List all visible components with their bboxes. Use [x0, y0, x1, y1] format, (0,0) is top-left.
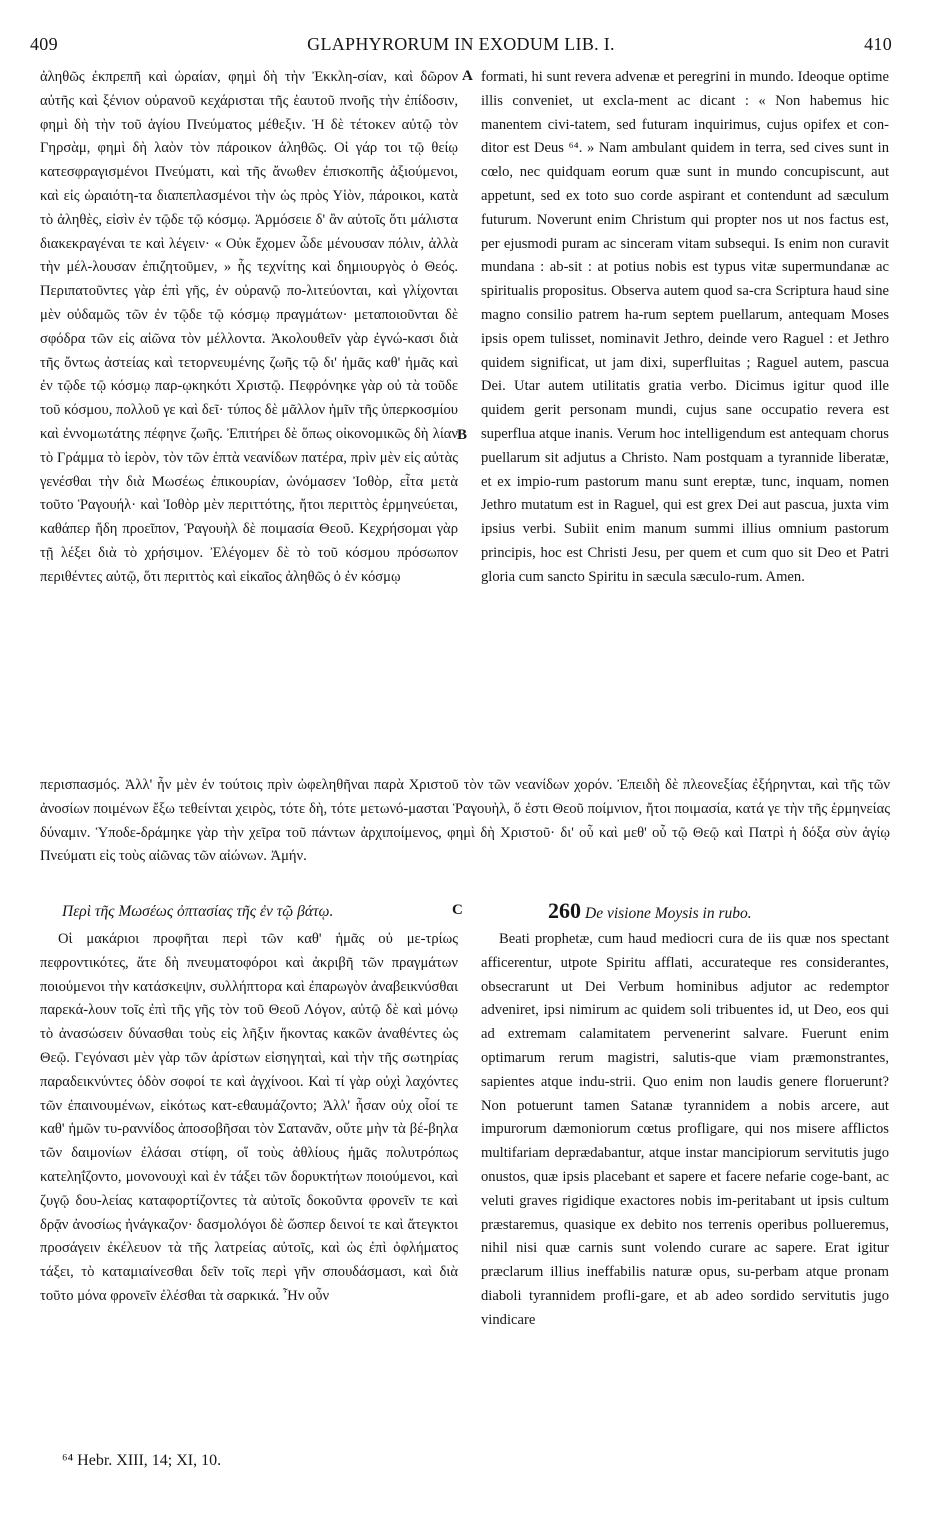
greek-text-bottom: Οἱ μακάριοι προφῆται περὶ τῶν καθ' ἡμᾶς οὐ με-τρίως πεφροντικότες, ἅτε δὴ πνευματοφόροι καὶ ἀκριβῆ τῶν πραγμάτων ποιούμενοι τὴν κατάσκεψιν, συλλήπτορα καὶ ἐπαρωγὸν ἀναβεικνύσθαι παρεκά-λουν τοῖς ἐπὶ τῆς γῆς τὸν τοῦ Θεοῦ Λόγον, αὐτῷ δὲ καὶ μόνῳ τὸ ἀνασώσειν δύνασθαι τοὺς εἰς λῆξιν ἥκοντας κακῶν ἀναθέντες ὡς Θεῷ. Γεγόνασι μὲν γὰρ τῶν ἀρίστων εἰσηγηταὶ, καὶ τὴν τῆς σωτηρίας παραδεικνύντες ὁδὸν σοφοί τε καὶ ἀγχίνοοι. Καὶ τί γὰρ οὐχὶ λαχόντες τῶν ἐπαινουμένων, εἰκότως κατ-εθαυμάζοντο; Ἀλλ' ἦσαν οὐχ οἷοί τε καθ' ἡμῶν τυ-ραννίδος ἀποσοβῆσαι τὸν Σατανᾶν, οὔτε μὴν τὰ βέ-βηλα τῶν δαιμονίων ἐλάσαι στίφη, οἵ τοὺς ἀθλίους ἡμᾶς πολυτρόπως κατεληΐζοντο, μονονουχὶ καὶ ἐν τάξει τῶν δορυκτήτων ποιούμενοι, καὶ ζυγῷ δου-λείας καταφορτίζοντες τὰ αὐτοῖς δοκοῦντα φρονεῖν τε καὶ δρᾷν ἀνοσίως ἠνάγκαζον· δασμολόγοι δὲ ὥσπερ δεινοί τε καὶ ἄτεγκτοι προσάγειν ἐκέλευον τὰ τῆς λατρείας αὐτοῖς, καὶ ὡς ἐπὶ ὀφλήματος τάξει, τὸ καταμιαίνεσθαι δεῖν τοῖς περὶ γῆν σπουδάσμασι, καὶ διὰ τοῦτο μόνα φρονεῖν ἐλέσθαι τὰ σαρκικά. Ἦν οὖν [40, 931, 458, 1304]
latin-column-bottom [481, 928, 889, 1436]
greek-column-bottom [40, 928, 458, 1436]
page-number-left: 409 [30, 34, 58, 54]
greek-full-width-text [40, 774, 890, 896]
greek-full-text: περισπασμός. Ἀλλ' ἦν μὲν ἐν τούτοις πρὶν ὠφεληθῆναι παρὰ Χριστοῦ τὸν τῶν νεανίδων χορόν. Ἐπειδὴ δὲ πλεονεξίας ἐξήρηνται, καὶ τῆς τῶν ἀνοσίων ποιμένων ἔξω τεθείνται χειρὸς, τότε δὴ, τότε μετωνό-μασται Ῥαγουὴλ, ὅ ἐστι Θεοῦ ποίμνιον, ἤτοι ποιμασία, κατά γε τὴν τῆς ἑρμηνείας δύναμιν. Ὑποδε-δράμηκε γὰρ τὴν χεῖρα τοῦ πάντων ἀρχιποίμενος, φημὶ δὴ Χριστοῦ· δι' οὗ καὶ μεθ' οὗ τῷ Θεῷ καὶ Πατρὶ ἡ δόξα σὺν ἁγίῳ Πνεύματι εἰς τοὺς αἰῶνας τῶν αἰώνων. Ἀμήν. [40, 777, 890, 865]
running-title: GLAPHYRORUM IN EXODUM LIB. I. [307, 34, 615, 54]
greek-section-title: Περὶ τῆς Μωσέως ὀπτασίας τῆς ἐν τῷ βάτῳ. [62, 903, 334, 920]
latin-column-top [481, 66, 889, 778]
latin-text-bottom: Beati prophetæ, cum haud mediocri cura de iis quæ nos spectant afficerentur, utpote Spiritu afflati, accurateque res considerantes, obsecrarunt ut Dei Verbum hominibus adjutor ac redemptor adveniret, ipsi nimirum ac quidem soli tribuentes id, ut Deo, eos qui ad extremam calamitatem pervenerint salvare. Fuerunt enim optimarum rerum magistri, salutis-que viam præmonstrantes, sapientes atque indu-strii. Quo enim non laudis genere floruerunt? Non potuerunt tamen Satanæ tyrannidem a nobis arcere, aut impurorum dæmoniorum cœtus profligare, qui nos misere afflictos multifariam deprædabantur, atque instar mancipiorum servitutis jugo onustos, quæ ipsis placebant et sapere et facere nefarie coge-bant, ac veluti graves rigidique exactores nobis im-peritabant ut ipsis cultum præstaremus, quasique ex debito nos terrenis operibus pollueremus, nihil nisi quæ carnis sunt volendo curare ac sapere. Erat igitur præclarum illius ineffabilis naturæ opus, su-perbam atque pronam diaboli tyrannidem profli-gare, et ab adeo sordido servitutis jugo vindicare [481, 931, 889, 1328]
page-number-right: 410 [864, 34, 892, 54]
greek-text-top: ἀληθῶς ἐκπρεπῆ καὶ ὡραίαν, φημὶ δὴ τὴν Ἐκκλη-σίαν, καὶ δῶρον αὐτῆς καὶ ξένιον οὐρανοῦ κεχάρισται τῆς ἑαυτοῦ πνοῆς τὴν ἐπίδοσιν, φημὶ δὴ τὴν τοῦ ἁγίου Πνεύματος μέθεξιν. Ἡ δὲ τέτοκεν αὐτῷ τὸν Γηρσὰμ, φημὶ δὴ λαὸν τὸν πάροικον ἀληθῶς. Οἱ γάρ τοι τῷ θείῳ κατεσφραγισμένοι Πνεύματι, καὶ τῆς ἄνωθεν ἐπισκοπῆς ἀξιούμενοι, καὶ εἰς ὡραιότη-τα διαπεπλασμένοι τὴν ὡς πρὸς Υἱὸν, πάροικοι, κατὰ τὸ ἀληθὲς, εἰσὶν ἐν τῷδε τῷ κόσμῳ. Ἁρμόσειε δ' ἂν αὐτοῖς ὅτι μάλιστα διακεκραγέναι τε καὶ λέγειν· « Οὐκ ἔχομεν ὧδε μένουσαν πόλιν, ἀλλὰ τὴν μέλ-λουσαν ἐπιζητοῦμεν, » ἧς τεχνίτης καὶ δημιουργὸς ὁ Θεός. Περιπατοῦντες γὰρ ἐπὶ γῆς, ἐν οὐρανῷ πο-λιτεύονται, καὶ γλίχονται μὲν οὐδαμῶς τῶν ἐν τῷδε τῷ κόσμῳ πραγμάτων· μεταποιοῦνται δὲ σφόδρα τῶν εἰς αἰῶνα τὸν μέλλοντα. Ἀκολουθεῖν γὰρ ἐγνώ-κασι διὰ τῆς ὄντως ἀστείας καὶ τετορνευμένης ζωῆς τῷ δι' ἡμᾶς καθ' ἡμᾶς καὶ ἐν τῷδε τῷ κόσμῳ παρ-ῳκηκότι Χριστῷ. Πεφρόνηκε γὰρ οὐ τὰ τοῦδε τοῦ κόσμου, πολλοῦ γε καὶ δεῖ· τύπος δὲ μᾶλλον ἡμῖν τῆς ὑπερκοσμίου καὶ ἐννομωτάτης πέφηνε ζωῆς. Ἐπιτήρει δὲ ὅπως οἰκονομικῶς δὴ λίαν τὸ Γράμμα τὸ ἱερὸν, τὸν τῶν ἑπτὰ νεανίδων πατέρα, πρὶν μὲν εἰς αὐτὰς γενέσθαι τὴν διὰ Μωσέως ἐπικουρίαν, ὠνόμασεν Ἰοθὸρ, εἶτα μετὰ τοῦτο Ῥαγουήλ· καὶ Ἰοθὸρ μὲν περιττότης, ἤτοι περιττὸς ἑρμηνεύεται, καθάπερ ἤδη προεῖπον, Ῥαγουὴλ δὲ ποιμασία Θεοῦ. Κεχρήσομαι γὰρ τῇ λέξει διὰ τὸ χρήσιμον. Ἐλέγομεν δὲ τὸ τοῦ κόσμου πρόσωπον περιθέντες αὐτῷ, ὅτι περιττὸς καὶ εἰκαῖος ἀληθῶς ὁ ἐν κόσμῳ [40, 69, 458, 585]
margin-letter-c: C [452, 902, 463, 918]
latin-text-top: formati, hi sunt revera advenæ et peregrini in mundo. Ideoque optime illis conveniet, ut excla-ment ac dicant : « Non habemus hic manentem civi-tatem, sed futuram inquirimus, cujus opifex et con-ditor est Deus ⁶⁴. » Nam ambulant quidem in terra, sed cives sunt in cœlo, nec quidquam eorum quæ sunt in mundo concupiscunt, aut appetunt, sed ex toto suo corde aspirant et contendunt ad sæculum futurum. Noverunt enim Christum qui propter nos ut nos factus est, per ejusmodi puram ac sinceram vitam subsequi. Is enim non curavit mundana : ab-sit : at potius nobis est typus vitæ supermundanæ ac spiritualis propositus. Observa autem quod sa-cra Scriptura haud sine magno consilio patrem ha-rum septem puellarum, antequam Moses ipsis opem tulisset, nominavit Jethro, deinde vero Raguel : et Jethro quidem significat, ut jam dixi, superfluitas ; Raguel autem, pascua Dei. Utar autem utilitatis gratia verbo. Dicimus igitur quod ille quidem gerit personam mundi, cujus sane occupatio revera est superflua atque inanis. Verum hoc intelligendum est antequam chorus puellarum sit adjutus a Christo. Nam postquam a tyrannide liberatæ, et ex impio-rum pastorum manu sunt ereptæ, tunc, inquam, nomen Jethro mutatum est in Raguel, qui est grex Dei aut pascua, juxta vim ipsius verbi. Subiit enim manum summi illius omnium pastorum principis, hoc est Christi Jesu, per quem et cum quo sit Deo et Patri gloria cum sancto Spiritu in sæcula sæculo-rum. Amen. [481, 69, 889, 585]
running-header [30, 34, 892, 58]
margin-letter-a: A [462, 68, 473, 84]
footnote: ⁶⁴ Hebr. XIII, 14; XI, 10. [62, 1452, 222, 1469]
section-number: 260 [548, 898, 581, 923]
greek-column-top [40, 66, 458, 778]
latin-section-title-text: De visione Moysis in rubo. [585, 905, 752, 922]
margin-letter-b: B [457, 427, 468, 443]
latin-section-title [548, 898, 888, 924]
